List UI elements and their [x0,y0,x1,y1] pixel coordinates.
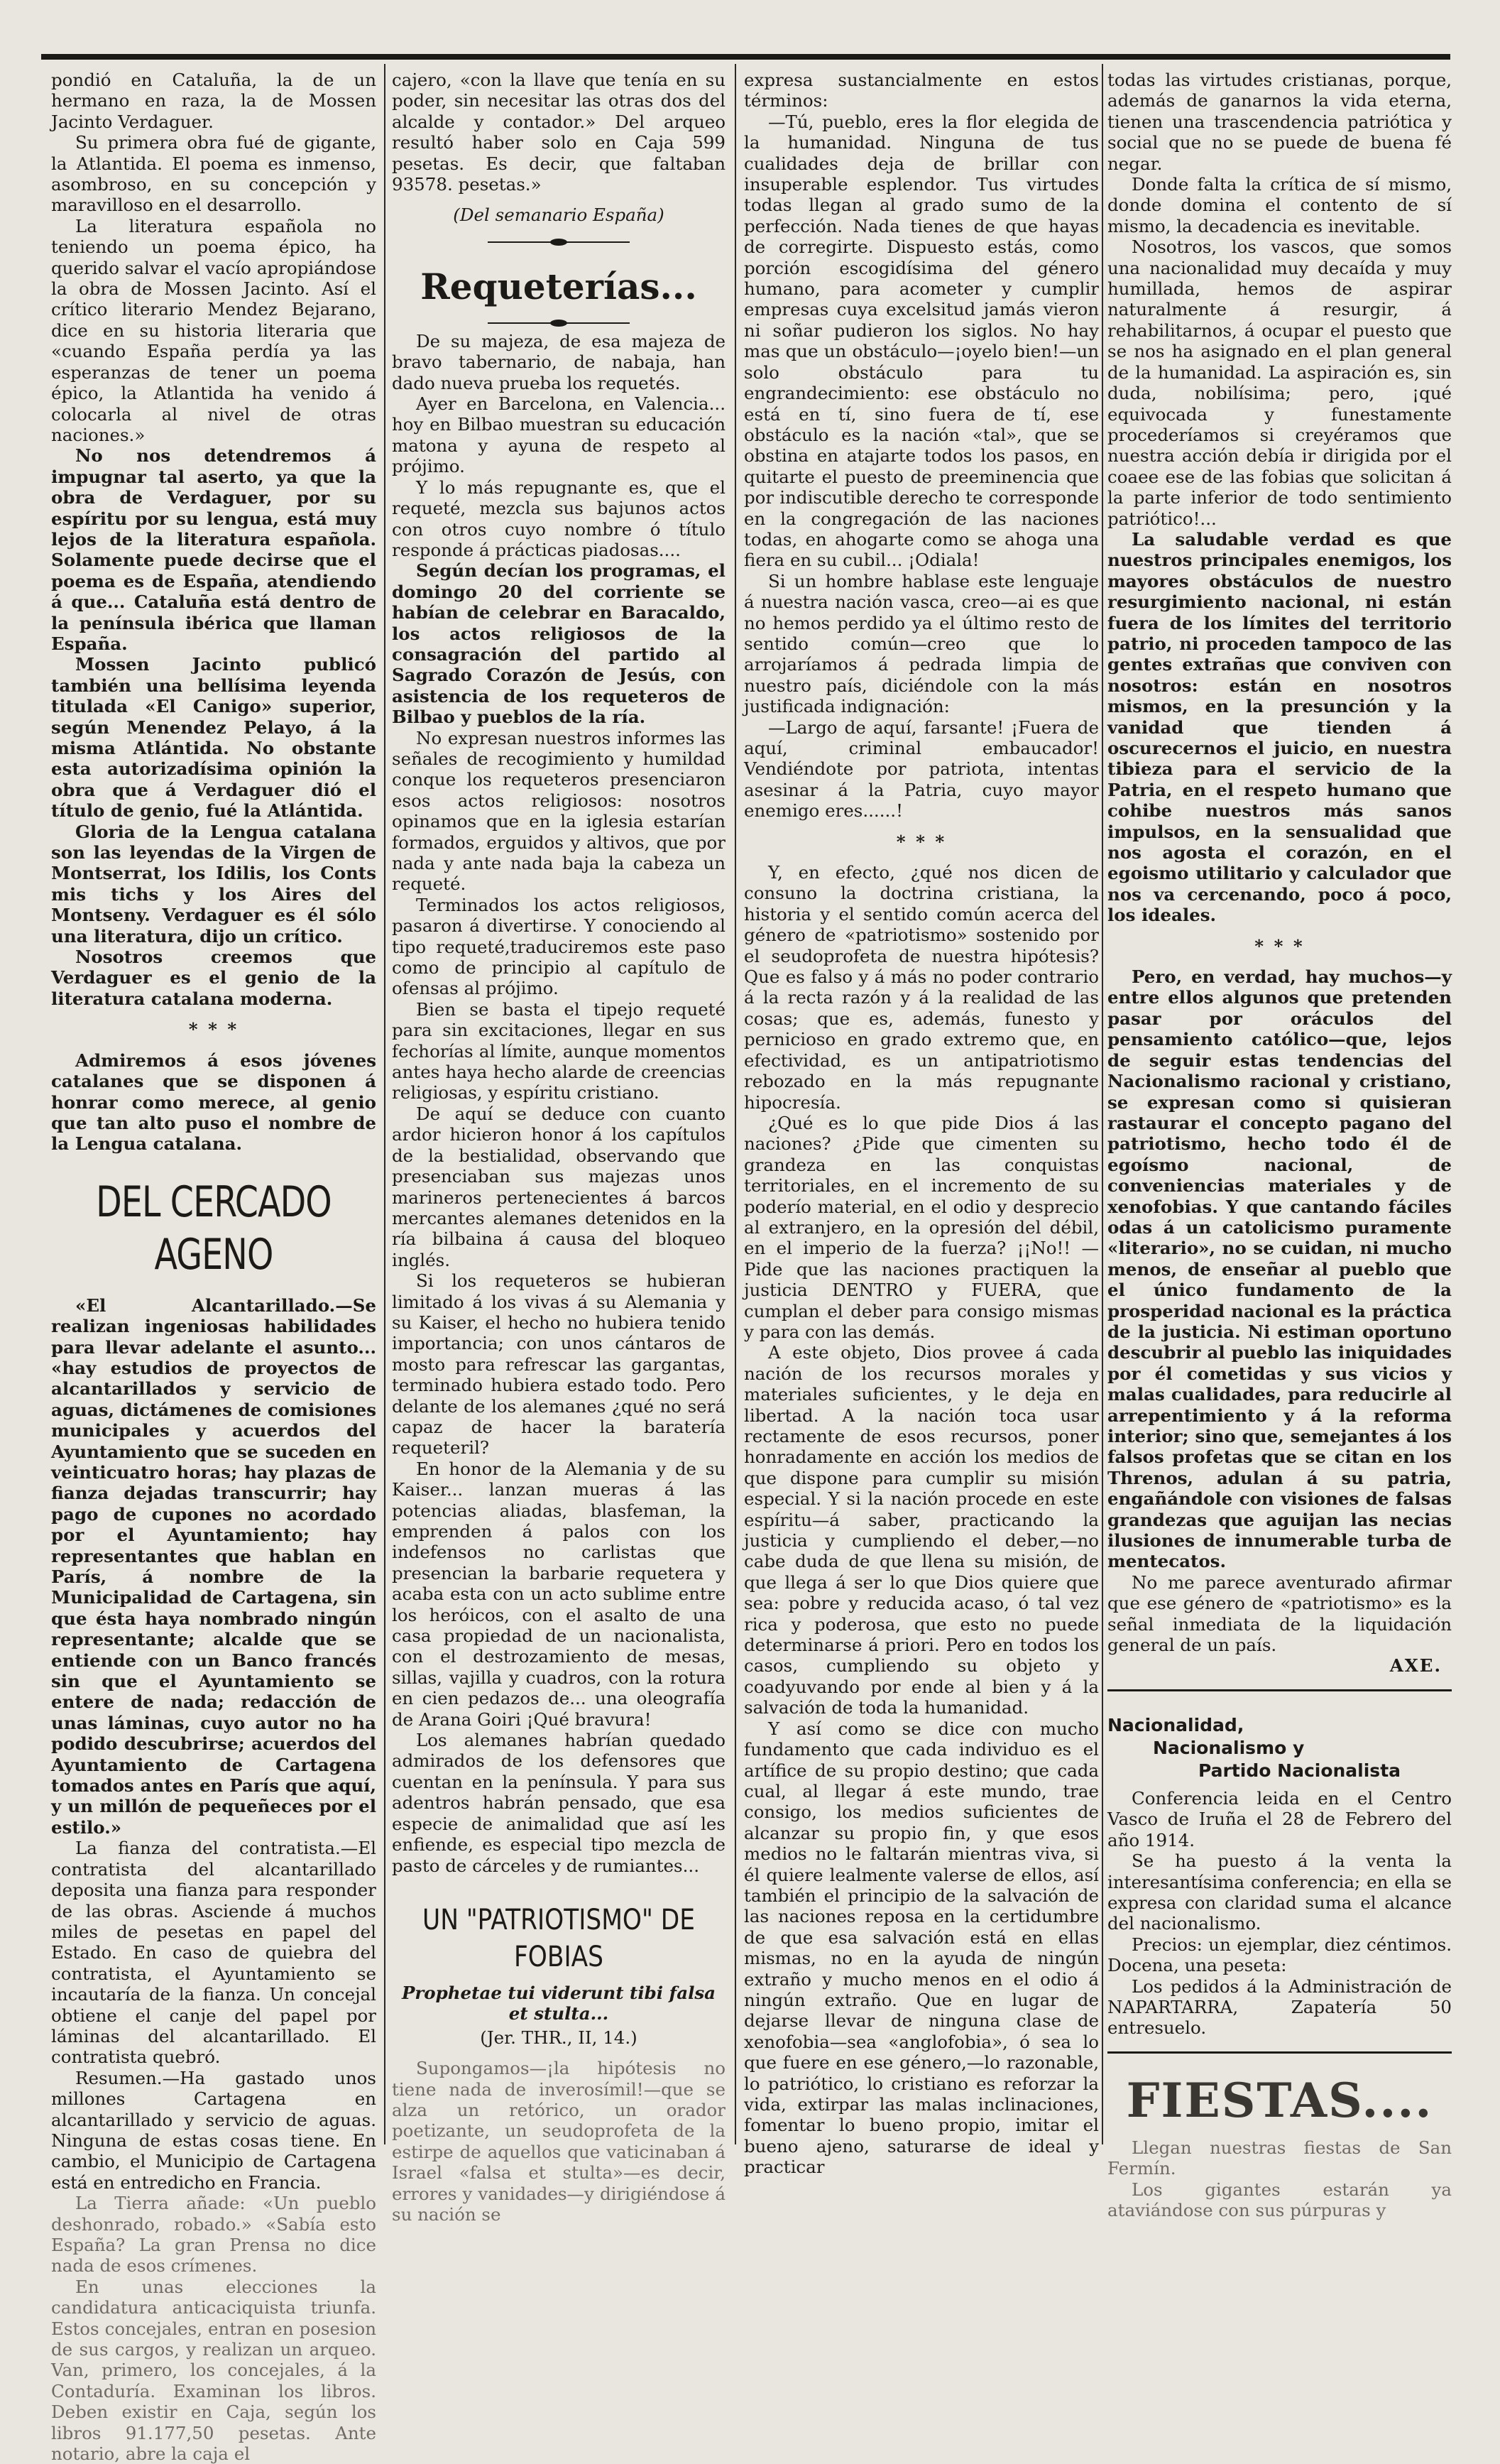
column-1 [51,70,376,2464]
paragraph: Los alemanes habrían quedado admirados de los defensores que cuentan en la península. Y para sus adentros habrán pensado, que esa especie de animalidad que así les enfiende, es especial tipo mezcla de pasto de cárceles y de rumiantes... [392,1730,726,1876]
paragraph: —Largo de aquí, farsante! ¡Fuera de aquí, criminal embaucador! Vendiéndote por patriota, intentas asesinar á la Patria, cuyo mayor enemigo eres......! [744,716,1099,822]
paragraph: pondió en Cataluña, la de un hermano en raza, la de Mossen Jacinto Verdaguer. [51,70,376,132]
heading-line: Partido Nacionalista [1198,1760,1401,1781]
section-ornament: * * * [896,831,947,852]
paragraph: Resumen.—Ha gastado unos millones Cartagena en alcantarillado y servicio de aguas. Ninguna de estas cosas tiene. En cambio, el Municipio de Cartagena está en entredicho en Francia. [51,2067,376,2193]
paragraph: —Tú, pueblo, eres la flor elegida de la humanidad. Ninguna de tus cualidades deja de brillar con insuperable esplendor. Tus virtudes todas llegan al grado sumo de la perfección. Nada tienes de que hayas de corregirte. Dispuesto estás, como porción escogidísima del género humano, para acometer y cumplir empresas cuya excelsitud jamás vieron ni soñar pudieron los siglos. No hay mas que un obstáculo—¡oyelo bien!—un solo obstáculo para tu engrandecimiento: ese obstáculo no está en tí, sino fuera de tí, ese obstáculo es la nación «tal», que se obstina en atajarte todos los pasos, en quitarte el puesto de preeminencia que por indiscutible derecho te corresponde en la congregación de las naciones todas, en ahogarte como se ahoga una fiera en su cubil... ¡Odiala! [744,111,1099,571]
paragraph: Supongamos—¡la hipótesis no tiene nada de inverosímil!—que se alza un retórico, un orador poetizante, un seudoprofeta de la estirpe de aquellos que vaticinaban á Israel «falsa et stulta»—es decir, errores y vanidades—y dirigiéndose á su nación se [392,2058,726,2225]
paragraph: Nosotros creemos que Verdaguer es el genio de la literatura catalana moderna. [51,947,376,1009]
ornament-rule [488,239,630,246]
section-heading-requeterias: Requeterías... [420,265,697,307]
paragraph: Terminados los actos religiosos, pasaron á divertirse. Y conociendo al tipo requeté,traduciremos este paso como de principio al capítulo de ofensas al prójimo. [392,894,726,999]
paragraph: Mossen Jacinto publicó también una bellísima leyenda titulada «El Canigo» superior, según Menendez Pelayo, á la misma Atlántida. No obstante esta autorizadísima opinión la obra que á Verdaguer dió el título de genio, fué la Atlántida. [51,654,376,822]
paragraph: Y lo más repugnante es, que el requeté, mezcla sus bajunos actos con otros cuyo nombre ó título responde á prácticas piadosas.... [392,476,726,560]
paragraph: Los gigantes estarán ya ataviándose con sus púrpuras y [1107,2179,1452,2220]
section-ornament: * * * [188,1019,239,1040]
column-3 [744,70,1099,2178]
paragraph: Llegan nuestras fiestas de San Fermín. [1107,2137,1452,2179]
paragraph: Gloria de la Lengua catalana son las leyendas de la Virgen de Montserrat, los Idilis, los Conts mis tichs y los Aires del Montseny. Verdaguer es él sólo una literatura, dijo un crítico. [51,821,376,947]
paragraph: Según decían los programas, el domingo 20 del corriente se habían de celebrar en Baracaldo, los actos religiosos de la consagración del partido al Sagrado Corazón de Jesús, con asistencia de los requeteros de Bilbao y pueblos de la ría. [392,560,726,728]
section-heading-del-cercado-ageno: DEL CERCADO AGENO [96,1177,332,1280]
paragraph: expresa sustancialmente en estos términos: [744,70,1099,111]
paragraph: Precios: un ejemplar, diez céntimos. Docena, una peseta: [1107,1934,1452,1976]
paragraph: Y así como se dice con mucho fundamento que cada individuo es el artífice de su propio destino; que cada cual, al llegar á este mundo, trae consigo, los medios suficientes de alcanzar su propio fin, y que esos medios no le faltarán mientras viva, si él quiere lealmente valerse de ellos, así también el principio de la salvación de las naciones reposa en la certidumbre de que esa salvación está en ellas mismas, no en la ayuda de ningún extraño y mucho menos en el odio á ningún extraño. Que en lugar de dejarse llevar de ninguna clase de xenofobia—sea «anglofobia», ó sea lo que fuere en ese género,—lo razonable, lo patriótico, lo cristiano es reforzar la vida, extirpar las malas inclinaciones, fomentar lo bueno propio, imitar el bueno ajeno, saturarse de ideal y practicar [744,1718,1099,2178]
section-rule [1107,2051,1452,2054]
section-heading-nacionalidad [1107,1714,1452,1782]
epigraph-reference: (Jer. THR., II, 14.) [480,2027,637,2048]
paragraph: Se ha puesto á la venta la interesantísima conferencia; en ella se expresa con claridad suma el alcance del nacionalismo. [1107,1850,1452,1934]
paragraph: No me parece aventurado afirmar que ese género de «patriotismo» es la señal inmediata de la liquidación general de un país. [1107,1571,1452,1656]
paragraph: cajero, «con la llave que tenía en su poder, sin necesitar las otras dos del alcalde y contador.» Del arqueo resultó haber solo en Caja 599 pesetas. Es decir, que faltaban 93578. pesetas.» [392,70,726,195]
section-heading-patriotismo-de-fobias: UN "PATRIOTISMO" DE FOBIAS [422,1903,695,1973]
heading-line: Nacionalismo y [1153,1737,1305,1758]
paragraph: Admiremos á esos jóvenes catalanes que se disponen á honrar como merece, al genio que tan alto puso el nombre de la Lengua catalana. [51,1050,376,1155]
paragraph: No expresan nuestros informes las señales de recogimiento y humildad conque los requeteros presenciaron esos actos religiosos: nosotros opinamos que en la iglesia estarían formados, erguidos y altivos, que por nada y ante nada baja la cabeza un requeté. [392,727,726,895]
paragraph: Y, en efecto, ¿qué nos dicen de consuno la doctrina cristiana, la historia y el sentido común acerca del género de «patriotismo» sostenido por el seudoprofeta de nuestra hipótesis? Que es falso y á más no poder contrario á la recta razón y á la realidad de las cosas; que es, además, funesto y pernicioso en grado extremo que, en efectividad, es un antipatriotismo rebozado en la más repugnante hipocresía. [744,862,1099,1113]
epigraph: Prophetae tui viderunt tibi falsa et stulta... [401,1982,716,2024]
paragraph: Pero, en verdad, hay muchos—y entre ellos algunos que pretenden pasar por oráculos del pensamiento católico—que, lejos de seguir estas tendencias del Nacionalismo racional y cristiano, se expresan como si quisieran rastaurar el concepto pagano del patriotismo, hecho todo él de egoísmo nacional, de conveniencias materiales y de xenofobias. Y que cantando fáciles odas á un catolicismo puramente «literario», no se cuidan, ni mucho menos, de enseñar al pueblo que el único fundamento de la prosperidad nacional es la práctica de la justicia. Ni estiman oportuno descubrir al pueblo las iniquidades por él cometidas y sus vicios y malas cualidades, para reducirle al arrepentimiento y á la reforma interior; sino que, semejantes á los falsos profetas que se citan en los Threnos, adulan á su patria, engañándole con visiones de falsas grandezas que aguijan las necias ilusiones de innumerable turba de mentecatos. [1107,966,1452,1572]
section-heading-fiestas: FIESTAS.... [1126,2072,1433,2128]
paragraph: En honor de la Alemania y de su Kaiser... lanzan mueras á las potencias aliadas, blasfeman, la emprenden á palos con los indefensos no carlistas que presencian la barbarie requetera y acaba esta con un acto sublime entre los heróicos, con el asalto de una casa propiedad de un nacionalista, con el destrozamiento de mesas, sillas, vajilla y cuadros, con la rotura en cien pedazos de... una oleografía de Arana Goiri ¡Qué bravura! [392,1458,726,1730]
paragraph: La fianza del contratista.—El contratista del alcantarillado deposita una fianza para responder de las obras. Asciende á muchos miles de pesetas en papel del Estado. En caso de quiebra del contratista, el Ayuntamiento se incautaría de la fianza. Un concejal obtiene el canje del papel por láminas del alcantarillado. El contratista quebró. [51,1838,376,2068]
paragraph: ¿Qué es lo que pide Dios á las naciones? ¿Pide que cimenten su grandeza en las conquistas territoriales, en el incremento de su poderío material, en el odio y desprecio al extranjero, en la opresión del débil, en el imperio de la fuerza? ¡¡No!! —Pide que las naciones practiquen la justicia DENTRO y FUERA, que cumplan el deber para consigo mismas y para con las demás. [744,1112,1099,1342]
paragraph: De aquí se deduce con cuanto ardor hicieron honor á los capítulos de la bestialidad, observando que presenciaban sus majezas unos marineros pertenecientes á barcos mercantes alemanes detenidos en la ría bilbaina á causa del bloqueo inglés. [392,1103,726,1270]
heading-line: Nacionalidad, [1107,1714,1244,1735]
source-credit: (Del semanario España) [453,205,664,226]
top-rule [41,54,1450,60]
author-signature: AXE. [1389,1655,1442,1677]
paragraph: La saludable verdad es que nuestros principales enemigos, los mayores obstáculos de nuestro resurgimiento nacional, ni están fuera de los límites del territorio patrio, ni proceden tampoco de las gentes extrañas que conviven con nosotros: están en nosotros mismos, en la presunción y la vanidad que tienden á oscurecernos el juicio, en nuestra tibieza para el servicio de la Patria, en el respeto humano que cohibe nuestros más sanos impulsos, en la sensualidad que nos agosta el corazón, en el egoismo utilitario y calculador que nos va cercenando, poco á poco, los ideales. [1107,528,1452,926]
paragraph: A este objeto, Dios provee á cada nación de los recursos morales y materiales suficientes, y le deja en libertad. A la nación toca usar rectamente de esos recursos, poner honradamente en acción los medios de que dispone para cumplir su misión especial. Y si la nación procede en este espíritu—á saber, practicando la justicia y cumpliendo el deber,—no cabe duda de que llena su misión, de que llega á ser lo que Dios quiere que sea: pobre y reducida acaso, ó tal vez rica y poderosa, que esto no puede determinarse á priori. Pero en todos los casos, cumpliendo su objeto y coadyuvando por ende al bien y á la salvación de toda la humanidad. [744,1342,1099,1718]
column-4 [1107,70,1452,2220]
section-rule [1107,1689,1452,1691]
paragraph: No nos detendremos á impugnar tal aserto, ya que la obra de Verdaguer, por su espíritu por su lengua, está muy lejos de la literatura española. Solamente puede decirse que el poema es de España, atendiendo á que... Cataluña está dentro de la península ibérica que llaman España. [51,445,376,654]
paragraph: Si los requeteros se hubieran limitado á los vivas á su Alemania y su Kaiser, el hecho no hubiera tenido importancia; con unos cántaros de mosto para refrescar las gargantas, terminado hubiera estado todo. Pero delante de los alemanes ¿qué no será capaz de hacer la baratería requeteril? [392,1270,726,1459]
section-ornament: * * * [1254,935,1305,956]
column-2 [392,70,726,2225]
paragraph: Si un hombre hablase este lenguaje á nuestra nación vasca, creo—ai es que no hemos perdido ya el último resto de sentido común—creo que lo arrojaríamos á pedrada limpia de nuestro país, diciéndole con la más justificada indignación: [744,570,1099,717]
paragraph: todas las virtudes cristianas, porque, además de ganarnos la vida eterna, tienen una trascendencia patriótica y social que no se puede de buena fé negar. [1107,70,1452,174]
paragraph: Donde falta la crítica de sí mismo, donde domina el contento de sí mismo, la decadencia es inevitable. [1107,174,1452,236]
paragraph: En unas elecciones la candidatura anticaciquista triunfa. Estos concejales, entran en posesion de sus cargos, y realizan un arqueo. Van, primero, los concejales, á la Contaduría. Examinan los libros. Deben existir en Caja, según los libros 91.177,50 pesetas. Ante notario, abre la caja el [51,2276,376,2464]
paragraph: La literatura española no teniendo un poema épico, ha querido salvar el vacío apropiándose la obra de Mossen Jacinto. Así el crítico literario Mendez Bejarano, dice en su historia literaria que «cuando España perdía ya las esperanzas de tener un poema épico, la Atlantida ha venido á colocarla al nivel de otras naciones.» [51,215,376,445]
paragraph: Los pedidos á la Administración de NAPARTARRA, Zapatería 50 entresuelo. [1107,1975,1452,2039]
paragraph: Conferencia leida en el Centro Vasco de Iruña el 28 de Febrero del año 1914. [1107,1787,1452,1850]
paragraph: La Tierra añade: «Un pueblo deshonrado, robado.» «Sabía esto España? La gran Prensa no dice nada de esos crímenes. [51,2193,376,2277]
paragraph: Nosotros, los vascos, que somos una nacionalidad muy decaída y muy humillada, hemos de aspirar naturalmente á resurgir, á rehabilitarnos, á ocupar el puesto que se nos ha asignado en el plan general de la humanidad. La aspiración es, sin duda, nobilísima; pero, ¡qué equivocada y funestamente procederíamos si creyéramos que nuestra acción debía ir dirigida por el coaee ese de las fobias que solicitan á la parte inferior de todo sentimiento patriótico!... [1107,236,1452,529]
paragraph: Bien se basta el tipejo requeté para sin excitaciones, llegar en sus fechorías al límite, aunque momentos antes haya hecho alarde de creencias religiosas, y espíritu cristiano. [392,998,726,1103]
paragraph: Ayer en Barcelona, en Valencia... hoy en Bilbao muestran su educación matona y ayuna de respeto al prójimo. [392,393,726,477]
ornament-rule [488,320,630,327]
paragraph: Su primera obra fué de gigante, la Atlantida. El poema es inmenso, asombroso, en su concepción y maravilloso en el desarrollo. [51,132,376,216]
column-divider [1102,64,1103,2144]
paragraph: De su majeza, de esa majeza de bravo tabernario, de nabaja, han dado nueva prueba los requetés. [392,330,726,393]
column-divider [384,64,385,2144]
column-divider [735,64,736,2144]
paragraph: «El Alcantarillado.—Se realizan ingeniosas habilidades para llevar adelante el asunto... «hay estudios de proyectos de alcantarillados y servicio de aguas, dictámenes de comisiones municipales y acuerdos del Ayuntamiento que se suceden en veinticuatro horas; hay plazas de fianza dejadas transcurrir; hay pago de cupones no acordado por el Ayuntamiento; hay representantes que hablan en París, á nombre de la Municipalidad de Cartagena, sin que ésta haya nombrado ningún representante; alcalde que se entiende con un Banco francés sin que el Ayuntamiento se entere de nada; redacción de unas láminas, cuyo autor no ha podido descubrirse; acuerdos del Ayuntamiento de Cartagena tomados antes en París que aquí, y un millón de pequeñeces por el estilo.» [51,1294,376,1838]
